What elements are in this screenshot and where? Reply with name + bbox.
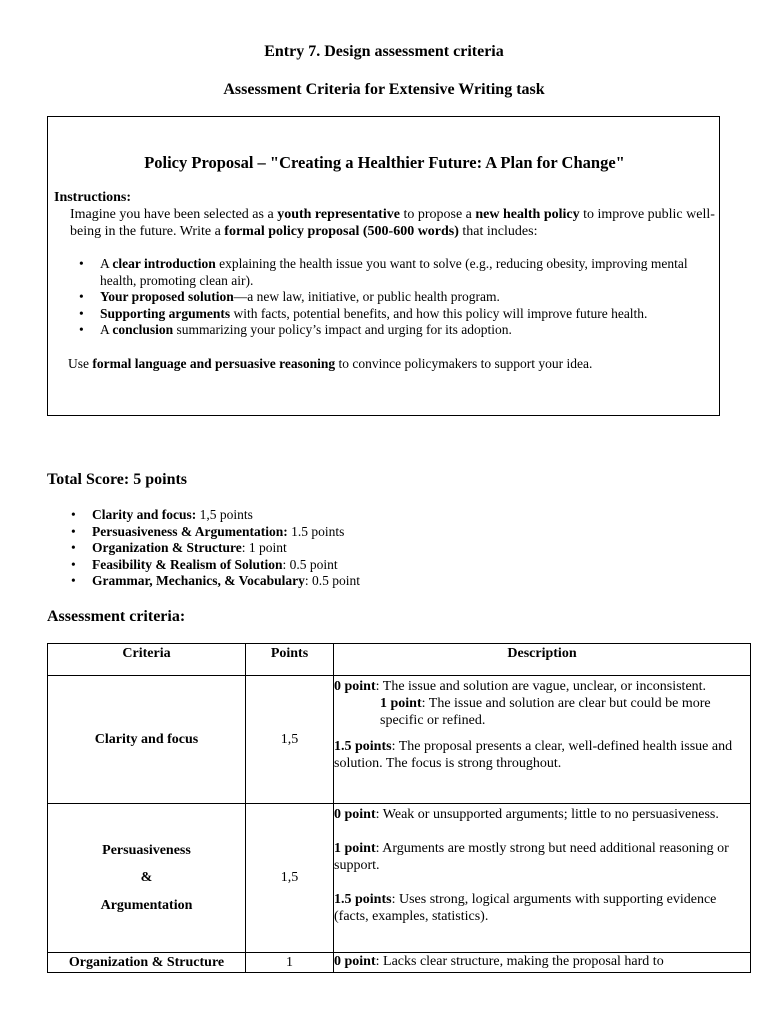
text: 1,5 points — [196, 507, 253, 522]
instructions-intro — [70, 207, 715, 240]
description-cell — [334, 953, 751, 973]
table-row — [48, 953, 751, 973]
entry-title: Entry 7. Design assessment criteria — [264, 43, 504, 60]
description-cell — [334, 676, 751, 804]
bold-text: 1 point — [380, 696, 422, 711]
text: Imagine you have been selected as a — [70, 207, 278, 222]
text: : 1 point — [241, 540, 287, 555]
text: : Uses strong, logical arguments with supporting evidence (facts, examples, statistics). — [334, 892, 717, 924]
points-cell: 1,5 — [246, 676, 334, 804]
bold-text: conclusion — [112, 322, 174, 337]
text: : The issue and solution are clear but could be more specific or refined. — [380, 696, 711, 728]
bold-text: Your proposed solution — [100, 289, 234, 304]
bold-text: 1 point — [334, 841, 376, 856]
total-score-heading: Total Score: 5 points — [47, 471, 188, 488]
points-cell: 1 — [246, 953, 334, 973]
text: A — [100, 322, 113, 337]
bold-text: formal language and persuasive reasoning — [92, 356, 336, 371]
text: : 0.5 point — [282, 556, 338, 572]
bold-text: 1.5 points — [334, 739, 392, 754]
text: : Arguments are mostly strong but need additional reasoning or support. — [334, 841, 729, 873]
list-item — [79, 256, 699, 289]
criteria-cell: Clarity and focus — [48, 676, 246, 804]
criteria-cell — [48, 804, 246, 953]
bold-text: 0 point — [334, 807, 376, 822]
text: : The proposal presents a clear, well-defined health issue and solution. The focus is strong throughout. — [334, 739, 733, 771]
table-row — [48, 676, 751, 804]
level-1-5 — [334, 738, 748, 772]
criteria-line: & — [140, 870, 153, 886]
policy-heading: Policy Proposal – "Creating a Healthier Future: A Plan for Change" — [144, 153, 625, 172]
instructions-label: Instructions: — [54, 190, 132, 205]
bold-text: new health policy — [475, 207, 580, 222]
level-1 — [334, 695, 748, 729]
text: that includes: — [458, 223, 538, 239]
score-list — [71, 507, 360, 590]
text: : Lacks clear structure, making the proposal hard to — [375, 954, 664, 969]
text: A — [100, 256, 113, 271]
text: to improve public well-being in the future. Write a — [70, 207, 715, 239]
text: —a new law, initiative, or public health program. — [233, 289, 500, 304]
table-header-row — [48, 644, 751, 676]
score-item — [71, 573, 360, 590]
level-0 — [334, 953, 748, 970]
assessment-criteria-heading: Assessment criteria: — [47, 608, 186, 625]
score-item — [71, 524, 360, 541]
points-cell: 1,5 — [246, 804, 334, 953]
text: with facts, potential benefits, and how this policy will improve future health. — [230, 305, 648, 321]
list-item — [79, 306, 699, 323]
criteria-line: Argumentation — [100, 897, 193, 913]
bold-text: Persuasiveness & Argumentation: — [92, 523, 288, 539]
text: 1.5 points — [287, 523, 345, 539]
criteria-line: Persuasiveness — [102, 842, 191, 858]
list-item — [79, 322, 699, 339]
level-0 — [334, 806, 748, 823]
level-1 — [334, 840, 748, 874]
bold-text: Supporting arguments — [100, 305, 231, 321]
table-row — [48, 804, 751, 953]
text: to convince policymakers to support your idea. — [335, 356, 593, 371]
document-subtitle: Assessment Criteria for Extensive Writing task — [223, 81, 545, 98]
bold-text: clear introduction — [112, 256, 216, 271]
score-item — [71, 557, 360, 574]
text: explaining the health issue you want to solve (e.g., reducing obesity, improving mental health, promoting clean air). — [100, 256, 688, 288]
level-0 — [334, 678, 748, 695]
criteria-cell: Organization & Structure — [48, 953, 246, 973]
bold-text: Grammar, Mechanics, & Vocabulary — [92, 573, 305, 588]
text: : The issue and solution are vague, unclear, or inconsistent. — [375, 679, 707, 694]
bold-text: 0 point — [334, 954, 376, 969]
bold-text: Clarity and focus: — [92, 507, 197, 522]
requirements-list — [79, 256, 699, 339]
list-item — [79, 289, 699, 306]
text: summarizing your policy’s impact and urging for its adoption. — [173, 322, 512, 337]
level-1-5 — [334, 891, 748, 925]
bold-text: formal policy proposal (500-600 words) — [224, 223, 459, 239]
bold-text: 1.5 points — [334, 892, 392, 907]
header-description: Description — [334, 644, 751, 676]
bold-text: youth representative — [277, 207, 400, 222]
score-item — [71, 507, 360, 524]
header-points: Points — [246, 644, 334, 676]
bold-text: Organization & Structure — [92, 540, 242, 555]
bold-text: Feasibility & Realism of Solution — [92, 556, 283, 572]
text: : Weak or unsupported arguments; little to no persuasiveness. — [375, 807, 719, 822]
score-item — [71, 540, 360, 557]
header-criteria: Criteria — [48, 644, 246, 676]
description-cell — [334, 804, 751, 953]
text: : 0.5 point — [304, 573, 361, 588]
text: Use — [68, 356, 93, 371]
instructions-box — [47, 116, 720, 416]
bold-text: 0 point — [334, 679, 376, 694]
text: to propose a — [399, 207, 476, 222]
closing-instruction — [68, 356, 592, 373]
criteria-table — [47, 643, 751, 973]
